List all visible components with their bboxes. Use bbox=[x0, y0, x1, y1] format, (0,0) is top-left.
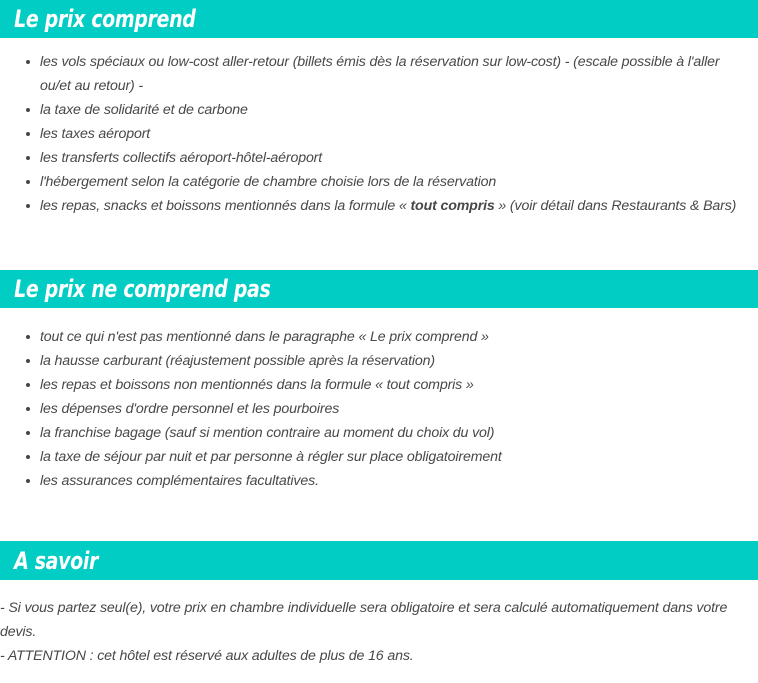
note-line: - Si vous partez seul(e), votre prix en chambre individuelle sera obligatoire et sera calculé automatiquement dans votre devis. bbox=[0, 600, 728, 640]
excluded-items-list bbox=[0, 325, 758, 493]
list-item bbox=[0, 421, 758, 445]
list-item bbox=[0, 397, 758, 421]
list-item-text: la hausse carburant (réajustement possible après la réservation) bbox=[40, 353, 435, 369]
list-item-emphasis: tout compris bbox=[410, 198, 495, 214]
list-item-text-tail: » (voir détail dans Restaurants & Bars) bbox=[494, 198, 737, 214]
list-item-text: l'hébergement selon la catégorie de chambre choisie lors de la réservation bbox=[40, 174, 497, 190]
list-item-text: les repas, snacks et boissons mentionnés dans la formule « bbox=[40, 198, 411, 214]
section-header-a-savoir bbox=[0, 541, 758, 580]
included-items-list bbox=[0, 50, 758, 218]
note-line: - ATTENTION : cet hôtel est réservé aux adultes de plus de 16 ans. bbox=[0, 648, 414, 664]
list-item-text: la taxe de séjour par nuit et par personne à régler sur place obligatoirement bbox=[40, 449, 502, 465]
list-item-text: les assurances complémentaires facultatives. bbox=[40, 473, 319, 489]
list-item-text: les transferts collectifs aéroport-hôtel-aéroport bbox=[40, 150, 323, 166]
list-item-text: la franchise bagage (sauf si mention contraire au moment du choix du vol) bbox=[40, 425, 495, 441]
list-item-text: les dépenses d'ordre personnel et les pourboires bbox=[40, 401, 340, 417]
list-item bbox=[0, 122, 758, 146]
list-item-text: tout ce qui n'est pas mentionné dans le paragraphe « Le prix comprend » bbox=[40, 329, 489, 345]
list-item-text: la taxe de solidarité et de carbone bbox=[40, 102, 248, 118]
list-item-text: les repas et boissons non mentionnés dans la formule « tout compris » bbox=[40, 377, 474, 393]
list-item bbox=[0, 373, 758, 397]
list-item bbox=[0, 445, 758, 469]
list-item bbox=[0, 50, 758, 98]
list-item-text: les taxes aéroport bbox=[40, 126, 151, 142]
section-title: A savoir bbox=[14, 546, 99, 575]
section-title: Le prix ne comprend pas bbox=[14, 275, 271, 303]
section-title: Le prix comprend bbox=[14, 5, 196, 33]
list-item bbox=[0, 469, 758, 493]
list-item bbox=[0, 146, 758, 170]
list-item bbox=[0, 349, 758, 373]
a-savoir-notes bbox=[0, 596, 752, 668]
list-item bbox=[0, 325, 758, 349]
list-item bbox=[0, 194, 758, 218]
list-item-text: les vols spéciaux ou low-cost aller-retour (billets émis dès la réservation sur low-cost) - (escale possible à l'aller ou/et au retour) - bbox=[40, 54, 720, 94]
section-header-prix-comprend bbox=[0, 0, 758, 38]
list-item bbox=[0, 98, 758, 122]
section-header-prix-ne-comprend-pas bbox=[0, 270, 758, 308]
list-item bbox=[0, 170, 758, 194]
